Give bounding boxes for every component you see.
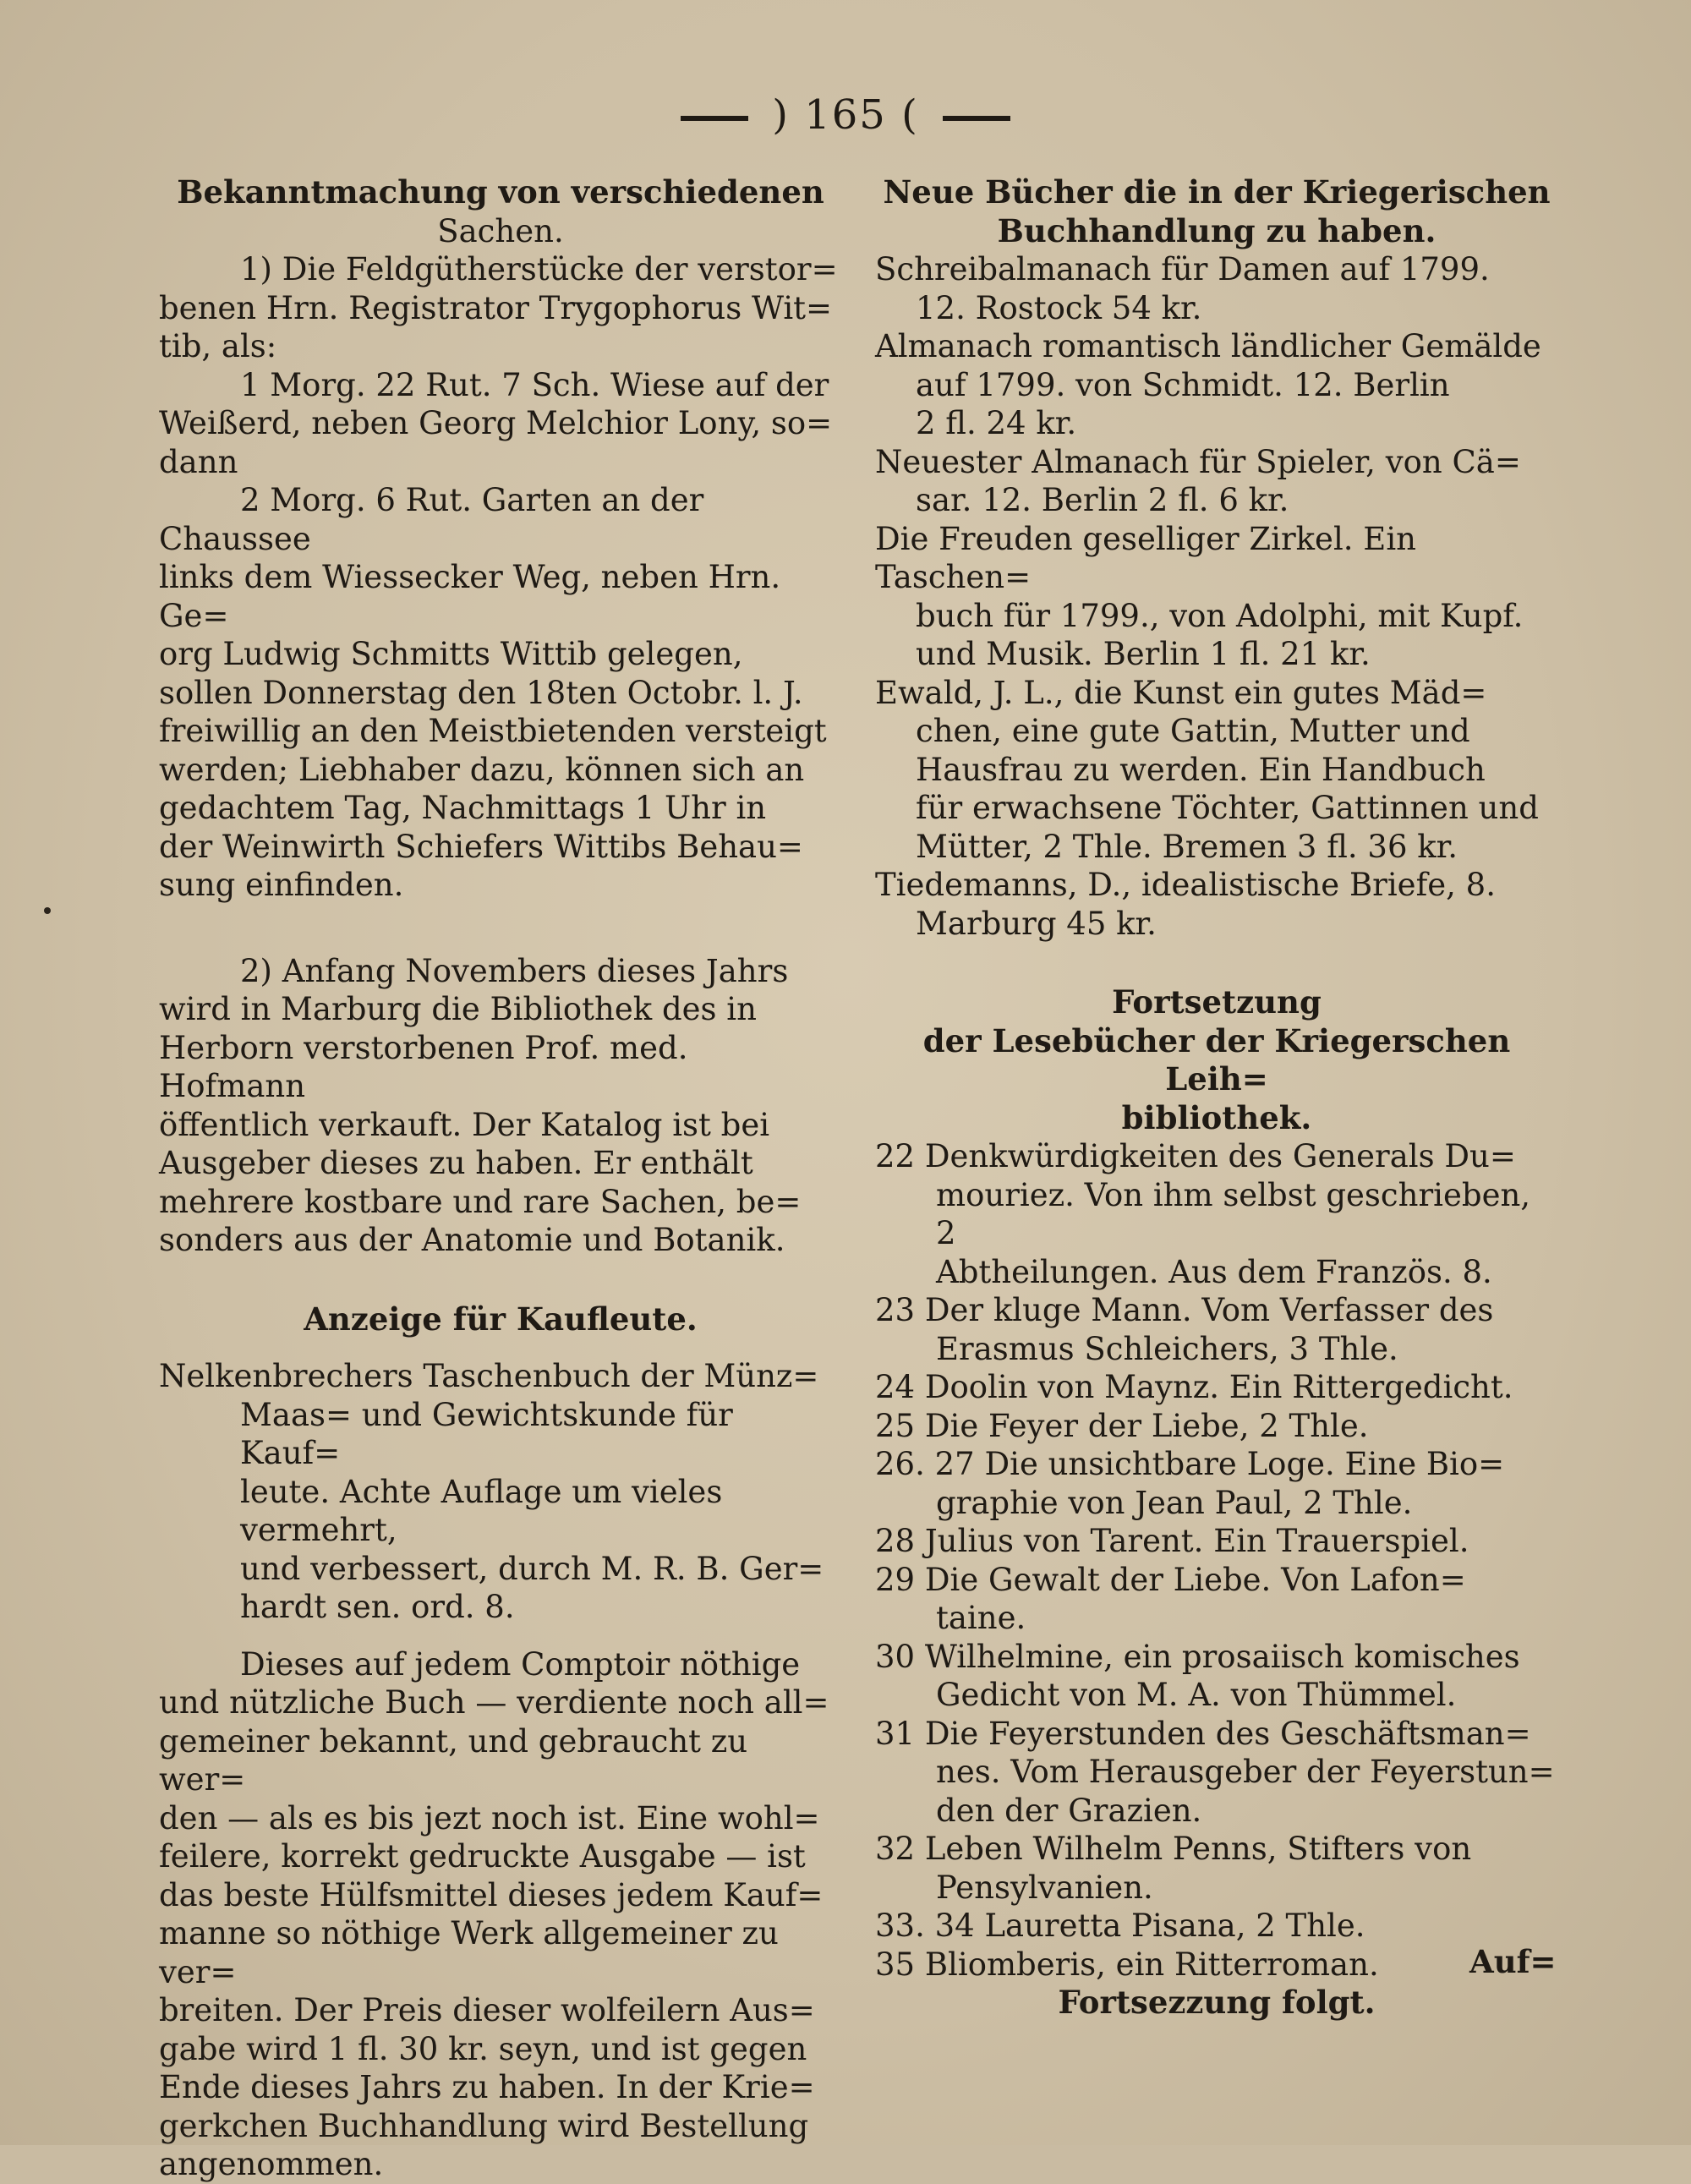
text-line: 1 Morg. 22 Rut. 7 Sch. Wiese auf der [240, 366, 829, 403]
text-line: graphie von Jean Paul, 2 Thle. [936, 1484, 1413, 1521]
text-line: Hausfrau zu werden. Ein Handbuch [916, 751, 1486, 788]
book-entry [875, 250, 1558, 327]
text-line: Mütter, 2 Thle. Bremen 3 fl. 36 kr. [916, 828, 1458, 865]
text-line: werden; Liebhaber dazu, können sich an [159, 751, 805, 788]
text-line: wird in Marburg die Bibliothek des in [159, 991, 757, 1027]
text-line: freiwillig an den Meistbietenden versteigt [159, 713, 827, 749]
text-line: chen, eine gute Gattin, Mutter und [916, 713, 1470, 749]
catchword: Auf= [1469, 1943, 1557, 1980]
section-title-merchants: Anzeige für Kaufleute. [304, 1300, 698, 1338]
book-entry [875, 443, 1558, 520]
text-line: Abtheilungen. Aus dem Französ. 8. [936, 1253, 1492, 1290]
text-line: öffentlich verkauft. Der Katalog ist bei [159, 1106, 770, 1143]
text-line: 32 Leben Wilhelm Penns, Stifters von [875, 1831, 1472, 1867]
text-line: Ende dieses Jahrs zu haben. In der Krie= [159, 2069, 815, 2105]
text-line: 28 Julius von Tarent. Ein Trauerspiel. [875, 1523, 1469, 1559]
section-title-continuation-cont: bibliothek. [1121, 1098, 1312, 1136]
book-entry [875, 327, 1558, 443]
list-item [875, 1522, 1558, 1561]
list-item [875, 1830, 1558, 1907]
section-title-continuation: Fortsetzung [1112, 983, 1322, 1021]
ink-speck [44, 907, 51, 914]
text-line: und nützliche Buch — verdiente noch all= [159, 1684, 829, 1721]
text-line: dann [159, 443, 238, 480]
text-line: Ausgeber dieses zu haben. Er enthält [159, 1145, 753, 1181]
text-line: Schreibalmanach für Damen auf 1799. [875, 251, 1490, 287]
header-rule-left [681, 116, 748, 121]
text-line: 2 fl. 24 kr. [916, 405, 1077, 441]
text-line: der Weinwirth Schiefers Wittibs Behau= [159, 828, 803, 865]
text-line: sar. 12. Berlin 2 fl. 6 kr. [916, 482, 1289, 518]
text-line: mehrere kostbare und rare Sachen, be= [159, 1183, 802, 1220]
new-books-list [875, 250, 1558, 943]
section-title-announcement-cont: Sachen. [437, 212, 564, 249]
list-item [875, 1907, 1558, 1946]
text-line: den der Grazien. [936, 1792, 1202, 1829]
text-line: breiten. Der Preis dieser wolfeilern Aus= [159, 1992, 815, 2028]
text-line: Almanach romantisch ländlicher Gemälde [875, 328, 1541, 364]
text-line: 22 Denkwürdigkeiten des Generals Du= [875, 1138, 1516, 1174]
text-line: buch für 1799., von Adolphi, mit Kupf. [916, 597, 1524, 634]
text-line: taine. [936, 1600, 1026, 1636]
text-line: den — als es bis jezt noch ist. Eine wohl= [159, 1799, 820, 1836]
text-line: sollen Donnerstag den 18ten Octobr. l. J. [159, 674, 803, 711]
text-line: 33. 34 Lauretta Pisana, 2 Thle. [875, 1908, 1365, 1944]
text-line: mouriez. Von ihm selbst geschrieben, 2 [936, 1176, 1531, 1251]
text-line: und verbessert, durch M. R. B. Ger= [240, 1550, 824, 1587]
text-line: 29 Die Gewalt der Liebe. Von Lafon= [875, 1561, 1466, 1598]
list-item [875, 1946, 1558, 1984]
text-line: Neuester Almanach für Spieler, von Cä= [875, 443, 1521, 480]
list-item [875, 1137, 1558, 1291]
text-line: Maas= und Gewichtskunde für Kauf= [240, 1396, 733, 1471]
text-line: für erwachsene Töchter, Gattinnen und [916, 790, 1539, 826]
text-line: das beste Hülfsmittel dieses jedem Kauf= [159, 1876, 824, 1913]
text-line: leute. Achte Auflage um vieles vermehrt, [240, 1473, 723, 1548]
text-line: Erasmus Schleichers, 3 Thle. [936, 1330, 1398, 1367]
section-title-new-books-cont: Buchhandlung zu haben. [997, 211, 1437, 249]
text-line: tib, als: [159, 328, 277, 364]
text-line: 25 Die Feyer der Liebe, 2 Thle. [875, 1407, 1369, 1444]
text-line: gerkchen Buchhandlung wird Bestellung [159, 2107, 809, 2144]
left-column [159, 173, 842, 2184]
text-line: Die Freuden geselliger Zirkel. Ein Taschen= [875, 520, 1416, 595]
text-line: gabe wird 1 fl. 30 kr. seyn, und ist gegen [159, 2030, 807, 2067]
book-entry-nelkenbrecher [159, 1357, 842, 1627]
text-line: 30 Wilhelmine, ein prosaiisch komisches [875, 1638, 1520, 1675]
text-line: hardt sen. ord. 8. [240, 1589, 515, 1625]
text-line: sung einfinden. [159, 867, 404, 903]
page-number: ) 165 ( [772, 91, 919, 139]
section-title-continuation-cont: der Lesebücher der Kriegerschen Leih= [922, 1021, 1511, 1097]
text-line: Ewald, J. L., die Kunst ein gutes Mäd= [875, 674, 1487, 711]
list-item [875, 1291, 1558, 1368]
text-line: Herborn verstorbenen Prof. med. Hofmann [159, 1029, 688, 1104]
text-line: 1) Die Feldgütherstücke der verstor= [240, 251, 838, 287]
text-line: manne so nöthige Werk allgemeiner zu ver= [159, 1915, 779, 1990]
text-line: 12. Rostock 54 kr. [916, 289, 1202, 326]
text-line: Nelkenbrechers Taschenbuch der Münz= [159, 1358, 819, 1394]
text-line: Tiedemanns, D., idealistische Briefe, 8. [875, 867, 1496, 903]
text-line: angenommen. [159, 2146, 384, 2182]
list-item [875, 1407, 1558, 1446]
text-line: 35 Bliomberis, ein Ritterroman. [875, 1946, 1379, 1983]
continued-note: Fortsezzung folgt. [1058, 1984, 1376, 2021]
announcement-item-2 [159, 952, 842, 1260]
book-entry [875, 674, 1558, 867]
text-line: gemeiner bekannt, und gebraucht zu wer= [159, 1722, 748, 1798]
text-line: Gedicht von M. A. von Thümmel. [936, 1677, 1457, 1713]
section-title-new-books: Neue Bücher die in der Kriegerischen [883, 173, 1551, 211]
list-item [875, 1715, 1558, 1831]
text-line: auf 1799. von Schmidt. 12. Berlin [916, 366, 1450, 403]
text-line: Dieses auf jedem Comptoir nöthige [240, 1645, 801, 1683]
text-line: 31 Die Feyerstunden des Geschäftsman= [875, 1715, 1531, 1752]
text-line: gedachtem Tag, Nachmittags 1 Uhr in [159, 790, 767, 826]
text-line: 23 Der kluge Mann. Vom Verfasser des [875, 1292, 1494, 1328]
text-line: 26. 27 Die unsichtbare Loge. Eine Bio= [875, 1446, 1505, 1482]
text-line: sonders aus der Anatomie und Botanik. [159, 1222, 785, 1258]
text-line: benen Hrn. Registrator Trygophorus Wit= [159, 289, 833, 326]
text-line: Pensylvanien. [936, 1869, 1153, 1906]
merchant-paragraph [159, 1645, 842, 2184]
text-line: links dem Wiessecker Weg, neben Hrn. Ge= [159, 559, 781, 634]
text-line: Marburg 45 kr. [916, 905, 1157, 942]
right-column [875, 173, 1558, 2023]
section-title-announcement: Bekanntmachung von verschiedenen [177, 173, 824, 211]
text-line: 2 Morg. 6 Rut. Garten an der Chaussee [159, 482, 704, 557]
list-item [875, 1638, 1558, 1715]
book-entry [875, 520, 1558, 674]
list-item [875, 1561, 1558, 1638]
text-line: 24 Doolin von Maynz. Ein Rittergedicht. [875, 1369, 1513, 1405]
text-line: 2) Anfang Novembers dieses Jahrs [240, 952, 789, 989]
text-line: org Ludwig Schmitts Wittib gelegen, [159, 636, 743, 672]
text-line: nes. Vom Herausgeber der Feyerstun= [936, 1754, 1555, 1790]
list-item [875, 1368, 1558, 1407]
announcement-item-1 [159, 250, 842, 905]
list-item [875, 1445, 1558, 1522]
text-line: und Musik. Berlin 1 fl. 21 kr. [916, 636, 1371, 672]
page-header [0, 91, 1691, 139]
lending-library-list [875, 1137, 1558, 1984]
text-line: Weißerd, neben Georg Melchior Lony, so= [159, 405, 833, 441]
text-line: feilere, korrekt gedruckte Ausgabe — ist [159, 1838, 806, 1875]
book-entry [875, 866, 1558, 943]
header-rule-right [943, 116, 1010, 121]
